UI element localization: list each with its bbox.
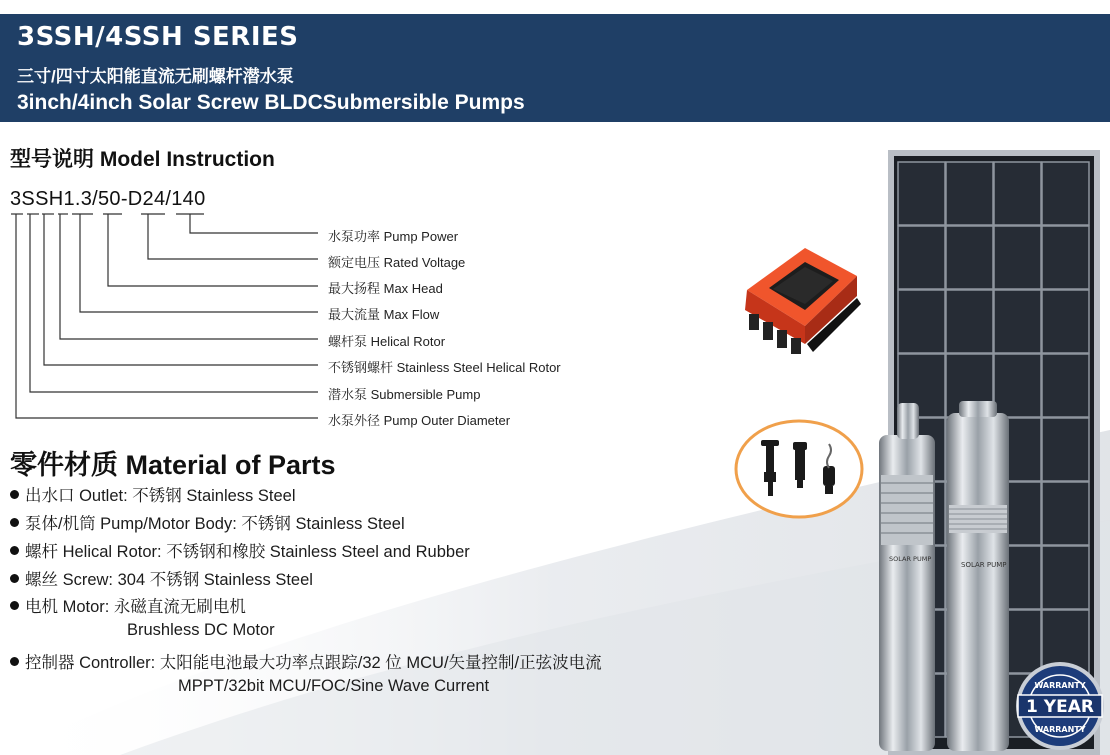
solar-cell	[1042, 418, 1089, 481]
solar-cell	[946, 226, 993, 289]
material-controller-continued: MPPT/32bit MCU/FOC/Sine Wave Current	[178, 677, 490, 695]
bullet-dot	[10, 574, 19, 583]
bullet-dot	[10, 601, 19, 610]
solar-cell	[994, 290, 1041, 353]
material-rotor: 螺杆 Helical Rotor: 不锈钢和橡胶 Stainless Steel and Rubber	[10, 538, 470, 562]
solar-cell	[1042, 226, 1089, 289]
legend-outer-diameter: 水泵外径 Pump Outer Diameter	[328, 413, 511, 428]
solar-cell	[1042, 354, 1089, 417]
legend-stainless-rotor: 不锈钢螺杆 Stainless Steel Helical Rotor	[328, 360, 561, 375]
material-screw: 螺丝 Screw: 304 不锈钢 Stainless Steel	[10, 566, 313, 590]
material-motor: 电机 Motor: 永磁直流无刷电机	[10, 593, 246, 617]
legend-helical-rotor: 螺杆泵 Helical Rotor	[328, 334, 446, 349]
legend-pump-power: 水泵功率 Pump Power	[328, 229, 459, 244]
solar-cell	[1042, 162, 1089, 225]
legend-submersible-pump: 潜水泵 Submersible Pump	[328, 387, 481, 402]
legend-max-flow: 最大流量 Max Flow	[328, 307, 440, 322]
series-title: 3SSH/4SSH SERIES	[17, 22, 299, 52]
solar-cell	[946, 162, 993, 225]
model-instruction-heading: 型号说明 Model Instruction	[10, 148, 275, 171]
legend-max-head: 最大扬程 Max Head	[328, 281, 443, 296]
solar-cell	[994, 162, 1041, 225]
solar-cell	[994, 226, 1041, 289]
solar-cell	[1042, 546, 1089, 609]
bullet-dot	[10, 657, 19, 666]
material-outlet: 出水口 Outlet: 不锈钢 Stainless Steel	[10, 482, 296, 506]
solar-cell	[898, 162, 945, 225]
material-body: 泵体/机筒 Pump/Motor Body: 不锈钢 Stainless Steel	[10, 510, 405, 534]
badge-bottom-text: WARRANTY	[1034, 725, 1086, 734]
solar-cell	[1042, 482, 1089, 545]
chinese-title: 三寸/四寸太阳能直流无刷螺杆潜水泵	[17, 67, 294, 86]
solar-cell	[898, 226, 945, 289]
badge-main-text: 1 YEAR	[1026, 697, 1094, 717]
solar-cell	[1042, 290, 1089, 353]
solar-cell	[946, 290, 993, 353]
material-controller: 控制器 Controller: 太阳能电池最大功率点跟踪/32 位 MCU/矢量控制/正弦波电流	[10, 649, 602, 673]
pump-label-back: SOLAR PUMP	[961, 561, 1007, 569]
warranty-badge	[1014, 660, 1106, 752]
materials-heading: 零件材质 Material of Parts	[10, 450, 336, 480]
model-code: 3SSH1.3/50-D24/140	[10, 188, 206, 210]
submersible-pumps-image	[875, 395, 1025, 755]
legend-rated-voltage: 额定电压 Rated Voltage	[328, 255, 466, 270]
connector-accessories	[733, 418, 865, 520]
controller-image	[735, 240, 865, 370]
badge-top-text: WARRANTY	[1034, 681, 1086, 690]
solar-cell	[898, 290, 945, 353]
material-motor-continued: Brushless DC Motor	[127, 621, 275, 639]
bullet-dot	[10, 546, 19, 555]
english-title: 3inch/4inch Solar Screw BLDCSubmersible Pumps	[17, 91, 525, 114]
bullet-dot	[10, 518, 19, 527]
bullet-dot	[10, 490, 19, 499]
pump-label-front: SOLAR PUMP	[889, 555, 932, 563]
model-code-diagram	[0, 0, 330, 440]
